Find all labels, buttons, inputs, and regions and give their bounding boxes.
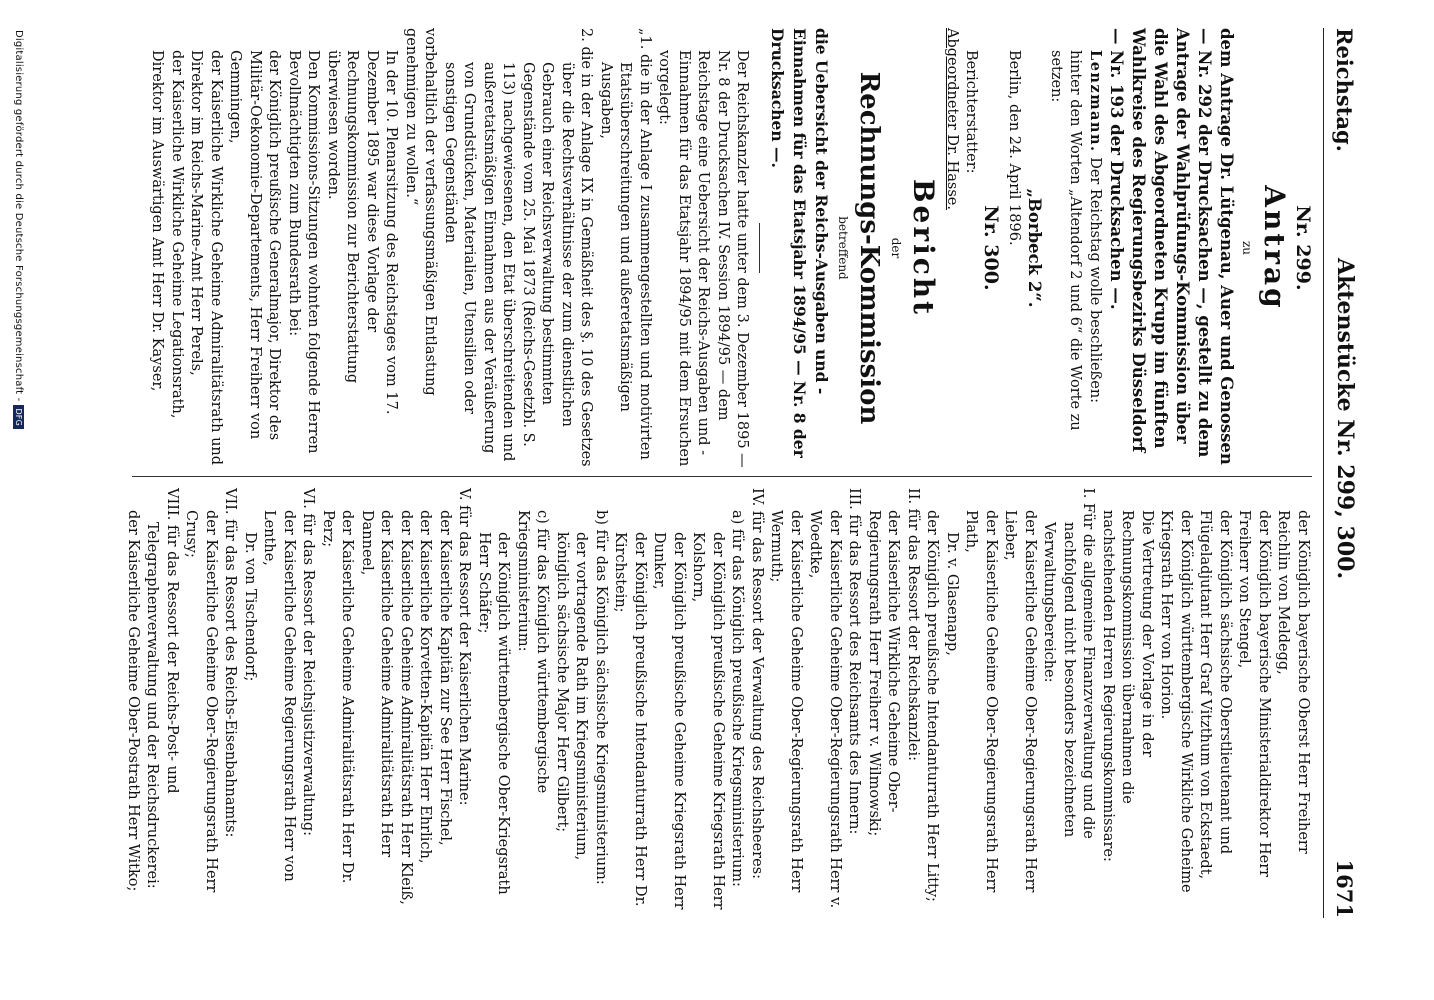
antrag-title: Antrag [1258,185,1292,311]
bericht-item-end: vorbehaltlich der verfassungsmäßigen Entlastung genehmigen zu wollen.“ [403,28,439,396]
antrag-body: dem Antrage Dr. Lütgenau, Auer und Genossen — Nr. 292 der Drucksachen —, gestellt zu dem Antrage der Wahlprüfungs-Kommission über die Wahl des Abgeordneten Krupp im fünften Wahlkreise des Regierungsbezirks Düsseldorf — Nr. 193 der Drucksachen —. [1107,28,1236,465]
document-page [64,28,1374,918]
page-header [1323,28,1374,918]
bevollmaechtigter-6: der Königlich sächsische Oberstlieutenant und Flügeladjutant Herr Graf Vitzthum von Eckstaedt, [1197,510,1233,880]
section-3a: der Kaiserliche Geheime Ober-Regierungsrath Herr v. Woedtke, [807,510,843,909]
section-4b1: der vortragende Rath im Kriegsministerium, königlich sächsische Major Herr Gilbert; [554,532,590,861]
section-4c: c) für das Königlich württembergische Kriegsministerium: [515,510,551,794]
antrag-text2: hinter den Worten „Altendorf 2 und 6“ die Worte zu setzen: [1048,50,1084,431]
section-4a3: der Königlich preußische Intendanturrath Herr Dr. Kirchstein; [612,532,648,907]
antrag-text1: Der Reichstag wolle beschließen: [1087,157,1103,404]
section-5c: der Kaiserliche Geheime Admiralitätsrath Herr Kleiß, [398,510,414,905]
section-6b: Dr. von Tischendorf; [242,532,258,682]
section-4a1: der Königlich preußische Geheime Kriegsrath Herr Kolshorn, [690,532,726,910]
dfg-logo: DFG [13,405,24,429]
header-left: Reichstag. [1332,28,1357,152]
bericht-subject: die Uebersicht der Reichs-Ausgaben und -Einnahmen für das Etatsjahr 1894/95 — Nr. 8 der Drucksachen —. [768,28,832,458]
header-title: Aktenstücke Nr. 299, 300. [1332,258,1358,580]
bevollmaechtigter-3: der Kaiserliche Wirkliche Geheime Legationsrath, Direktor im Auswärtigen Amt Herr Dr. Kayser, [149,50,185,419]
antrag-date: Berlin, den 24. April 1896. [1006,50,1023,246]
bericht-para1: Der Reichskanzler hatte unter dem 3. Dezember 1895 — Nr. 8 der Drucksachen IV. Session 1894/95 — dem Reichstage eine Uebersicht der Reichs-Ausgaben und -Einnahmen für das Etatsjahr 1894/95 mit dem Ersuchen vorgelegt: [656,50,751,468]
section-5: V. für das Ressort der Kaiserlichen Marine: [456,488,473,806]
bevollmaechtigter-4: der Königlich bayerische Oberst Herr Freiherr Reichlin von Meldegg, [1275,510,1311,854]
section-4c1: der Königlich württembergische Ober-Kriegsrath Herr Schäfer; [476,532,512,895]
bericht-betreffend: betreffend [836,216,850,280]
bericht-para2: In der 10. Plenarsitzung des Reichstages vom 17. Dezember 1895 war diese Vorlage der Rechnungskommission zur Berichterstattung überwiesen worden. [325,50,400,415]
bevollmaechtigter-5: der Königlich bayerische Ministerialdirektor Herr Freiherr von Stengel, [1236,510,1272,878]
bericht-item1: „1. die in der Anlage I zusammengestellten und motivirten Etatsüberschreitungen und außeretatsmäßigen Ausgaben, [598,28,653,460]
bericht-item2: 2. die in der Anlage IX in Gemäßheit des §. 10 des Gesetzes über die Rechtsverhältnisse der zum dienstlichen Gebrauch einer Reichsverwaltung bestimmten Gegenstände vom 25. Mai 1873 (Reichs-Gesetzbl. S. 113) nachgewiesenen, den Etat überschreitenden und außeretatsmäßigen Einnahmen aus der Veräußerung von Grundstücken, Materialien, Utensilien oder sonstigen Gegenständen [442,28,595,467]
bevollmaechtigter-1: der Königlich preußische Generalmajor, Direktor des Militär-Oekonomie-Departements, Herr Freiherr von Gemmingen, [227,50,283,441]
section-5b: der Kaiserliche Korvetten-Kapitän Herr Ehrlich, [417,510,434,864]
column-divider [132,476,1312,477]
digitization-footer [13,30,24,429]
antrag-zu: zu [1240,240,1255,256]
section-1d: der Königlich preußische Intendanturrath Herr Litty; [924,510,941,902]
bericht-para3: Den Kommissions-Sitzungen wohnten folgende Herren Bevollmächtigten zum Bundesrath bei: [286,50,322,454]
section-1a: der Kaiserliche Geheime Ober-Regierungsrath Herr Lieber, [1002,510,1038,893]
section-2a: der Kaiserliche Wirkliche Geheime Ober-Regierungsrath Herr Freiherr v. Wilmowski; [866,510,902,837]
commission-title: Rechnungs-Kommission [854,71,884,425]
section-6: VI. für das Ressort der Reichsjustizverwaltung: [300,488,317,837]
section-1: I. Für die allgemeine Finanzverwaltung und die nachfolgend nicht besonders bezeichneten Verwaltungsbereiche: [1041,488,1097,839]
section-4a2: der Königlich preußische Geheime Kriegsrath Herr Dunker, [651,532,687,910]
bevollmaechtigter-7: der Königlich württembergische Wirkliche Geheime Kriegsrath Herr von Horion. [1158,510,1194,893]
section-8a: der Kaiserliche Geheime Ober-Postrath Herr Witko; [125,510,141,892]
short-rule [760,223,761,273]
section-2: II. für das Ressort der Reichskanzlei: [905,488,921,761]
section-5a: der Kaiserliche Kapitän zur See Herr Fischel, [437,510,453,846]
section-7: VII. für das Ressort des Reichs-Eisenbahnamts: [222,488,239,838]
section-1c: Dr. v. Glasenapp, [944,532,960,656]
section-4: IV. für das Ressort der Verwaltung des Reichsheeres: [749,488,765,880]
bericht-number: Nr. 300. [980,205,1002,291]
section-5e: der Kaiserliche Geheime Admiralitätsrath Herr Dr. Perz; [320,510,356,884]
antrag-number: Nr. 299. [1292,205,1314,291]
section-8: VIII. für das Ressort der Reichs-Post- und Telegraphenverwaltung und der Reichsdruckerei: [144,488,180,889]
section-3b: der Kaiserliche Geheime Ober-Regierungsrath Herr Wermuth; [768,510,804,893]
antrag-quote: „Borbeck 2“. [1025,188,1045,308]
section-5d: der Kaiserliche Geheime Admiralitätsrath Herr Danneel, [359,510,395,858]
bevollmaechtigter-2: der Kaiserliche Wirkliche Geheime Admiralitätsrath und Direktor im Reichs-Marine-Amt Herr Perels, [188,50,224,466]
page-number: 1671 [1332,859,1357,918]
reporter-name: Abgeordneter Dr. Hasse. [944,28,960,210]
kommissare-intro: Die Vertretung der Vorlage in der Rechnungskommission übernahmen die nachstehenden Herren Regierungskommissare: [1100,510,1155,862]
section-7a: der Kaiserliche Geheime Ober-Regierungsrath Herr Crusy; [183,510,219,893]
column-right [123,488,1313,918]
section-1b: der Kaiserliche Geheime Ober-Regierungsrath Herr Plath, [963,510,999,893]
section-6a: der Kaiserliche Geheime Regierungsrath Herr von Lenthe, [261,510,297,882]
antrag-author: Lenzmann. [1087,50,1104,153]
reporter-label: Berichterstatter: [963,50,980,174]
bericht-title: Bericht [907,178,941,318]
section-4a: a) für das Königlich preußische Kriegsministerium: [729,510,746,887]
column-left [147,28,1312,468]
section-3: III. für das Ressort des Reichsamts des Innern: [846,488,863,835]
bericht-der: der [889,237,904,259]
section-4b: b) für das Königlich sächsische Kriegsministerium: [593,510,609,885]
footer-text: Digitalisierung gefördert durch die Deutsche Forschungsgemeinschaft - [13,30,24,402]
